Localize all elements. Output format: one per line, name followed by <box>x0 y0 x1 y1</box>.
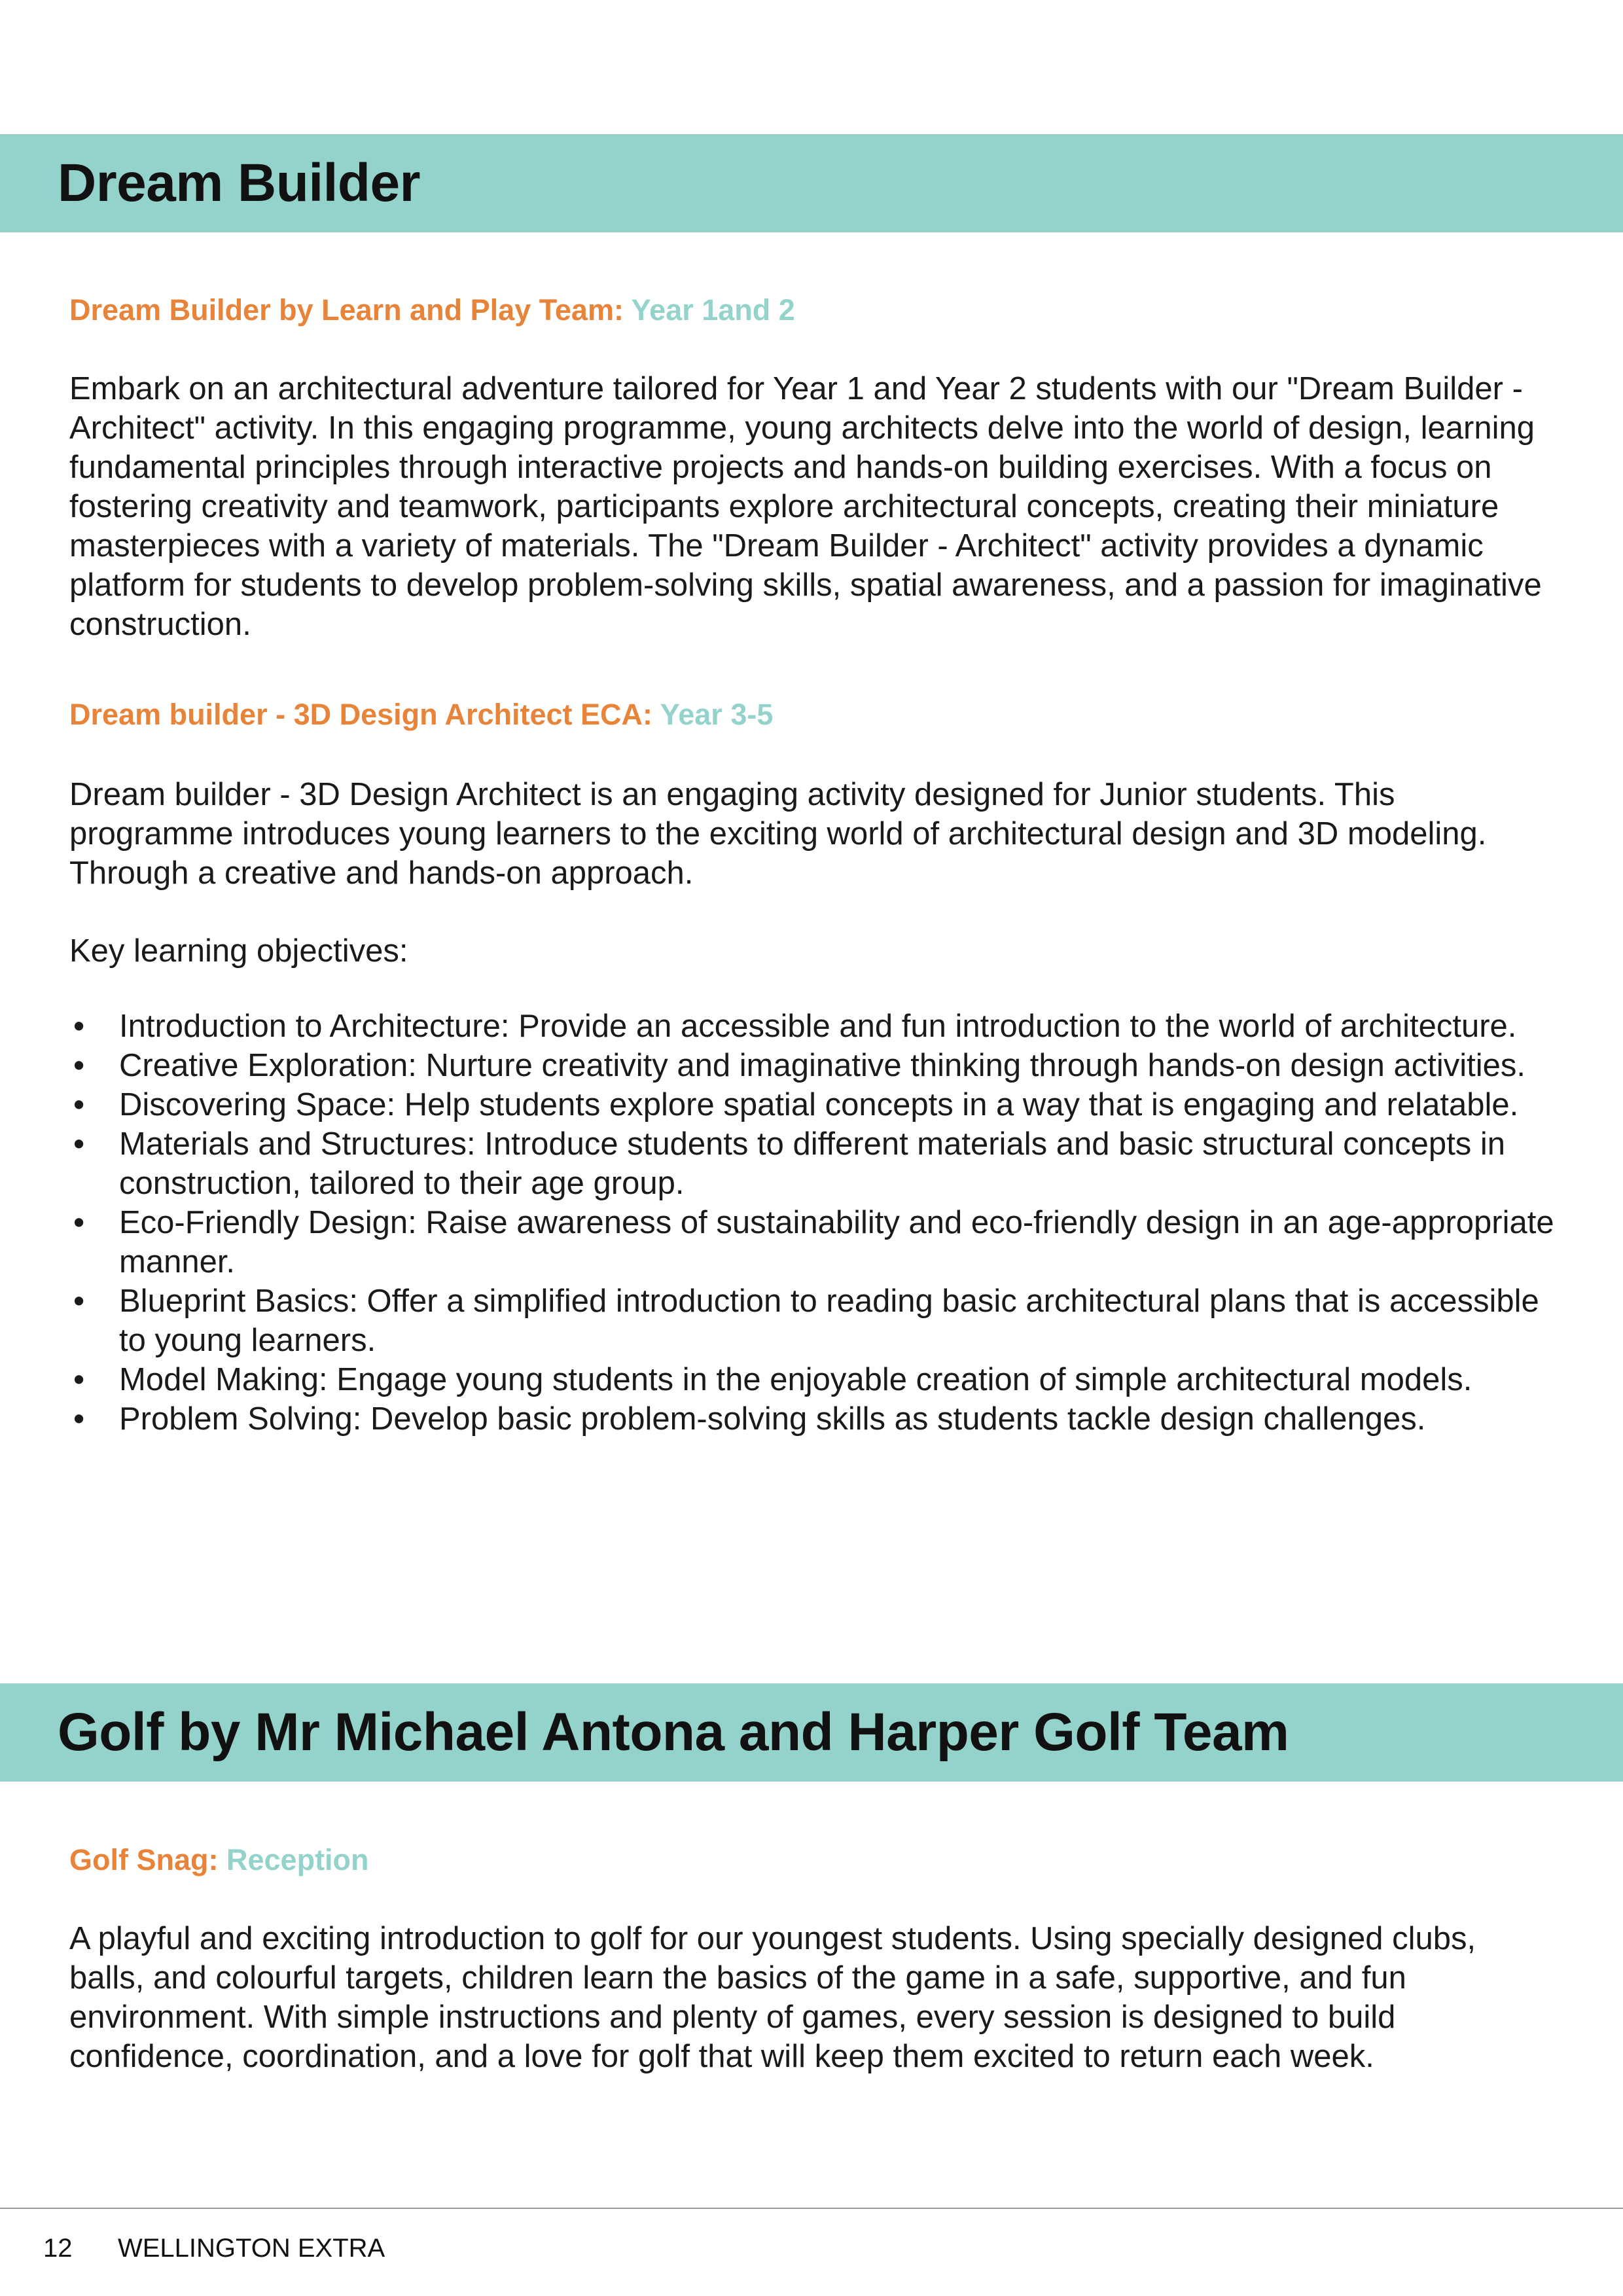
objectives-list <box>69 1007 1561 1439</box>
subheading-year: Year 1and 2 <box>631 293 795 327</box>
page-number: 12 <box>43 2234 73 2263</box>
list-item-text: Model Making: Engage young students in the enjoyable creation of simple architectural models. <box>119 1362 1472 1397</box>
bullet-icon: • <box>73 1401 85 1437</box>
subheading-golf-snag <box>69 1840 369 1880</box>
section-header-dream-builder <box>0 134 1623 232</box>
list-item-text: Materials and Structures: Introduce students to different materials and basic structural concepts in construction, tailored to their age group. <box>119 1126 1506 1201</box>
subheading-year: Reception <box>226 1843 369 1876</box>
golf-snag-description: A playful and exciting introduction to golf for our youngest students. Using specially designed clubs, balls, and colourful targets, children learn the basics of the game in a safe, supportive, and fun environment. With simple instructions and plenty of games, every session is designed to build confidence, coordination, and a love for golf that will keep them excited to return each week. <box>69 1921 1476 2074</box>
subheading-3d-design <box>69 695 773 734</box>
list-item-text: Introduction to Architecture: Provide an accessible and fun introduction to the world of architecture. <box>119 1009 1517 1044</box>
dream-builder-description: Embark on an architectural adventure tailored for Year 1 and Year 2 students with our "Dream Builder - Architect" activity. In this engaging programme, young architects delve into the world of design, learning fundamental principles through interactive projects and hands-on building exercises. With a focus on fostering creativity and teamwork, participants explore architectural concepts, creating their miniature masterpieces with a variety of materials. The "Dream Builder - Architect" activity provides a dynamic platform for students to develop problem-solving skills, spatial awareness, and a passion for imaginative construction. <box>69 371 1542 642</box>
list-item <box>69 1007 1561 1046</box>
list-item <box>69 1046 1561 1085</box>
bullet-icon: • <box>73 1283 85 1319</box>
list-item <box>69 1124 1561 1203</box>
list-item-text: Problem Solving: Develop basic problem-solving skills as students tackle design challenges. <box>119 1401 1426 1437</box>
section-title: Golf by Mr Michael Antona and Harper Golf Team <box>58 1702 1289 1762</box>
section-title: Dream Builder <box>58 153 421 213</box>
subheading-title: Golf Snag: <box>69 1843 219 1876</box>
3d-design-description: Dream builder - 3D Design Architect is an engaging activity designed for Junior students. This programme introduces young learners to the exciting world of architectural design and 3D modeling. Through a creative and hands-on approach. <box>69 777 1487 891</box>
list-item <box>69 1203 1561 1282</box>
list-item-text: Blueprint Basics: Offer a simplified introduction to reading basic architectural plans that is accessible to young learners. <box>119 1283 1539 1358</box>
bullet-icon: • <box>73 1205 85 1240</box>
list-item <box>69 1282 1561 1360</box>
bullet-icon: • <box>73 1087 85 1122</box>
publication-name: WELLINGTON EXTRA <box>118 2234 385 2263</box>
list-item-text: Eco-Friendly Design: Raise awareness of sustainability and eco-friendly design in an age-appropriate manner. <box>119 1205 1554 1280</box>
list-item-text: Creative Exploration: Nurture creativity and imaginative thinking through hands-on design activities. <box>119 1048 1525 1083</box>
list-item-text: Discovering Space: Help students explore spatial concepts in a way that is engaging and relatable. <box>119 1087 1519 1122</box>
bullet-icon: • <box>73 1126 85 1162</box>
list-item <box>69 1399 1561 1439</box>
bullet-icon: • <box>73 1362 85 1397</box>
list-item <box>69 1085 1561 1124</box>
bullet-icon: • <box>73 1048 85 1083</box>
list-item <box>69 1360 1561 1399</box>
subheading-title: Dream Builder by Learn and Play Team: <box>69 293 624 327</box>
bullet-icon: • <box>73 1009 85 1044</box>
subheading-learn-and-play <box>69 291 795 330</box>
subheading-year: Year 3-5 <box>660 698 774 731</box>
subheading-title: Dream builder - 3D Design Architect ECA: <box>69 698 653 731</box>
section-header-golf <box>0 1683 1623 1782</box>
footer-divider <box>0 2208 1623 2209</box>
objectives-label: Key learning objectives: <box>69 933 408 969</box>
